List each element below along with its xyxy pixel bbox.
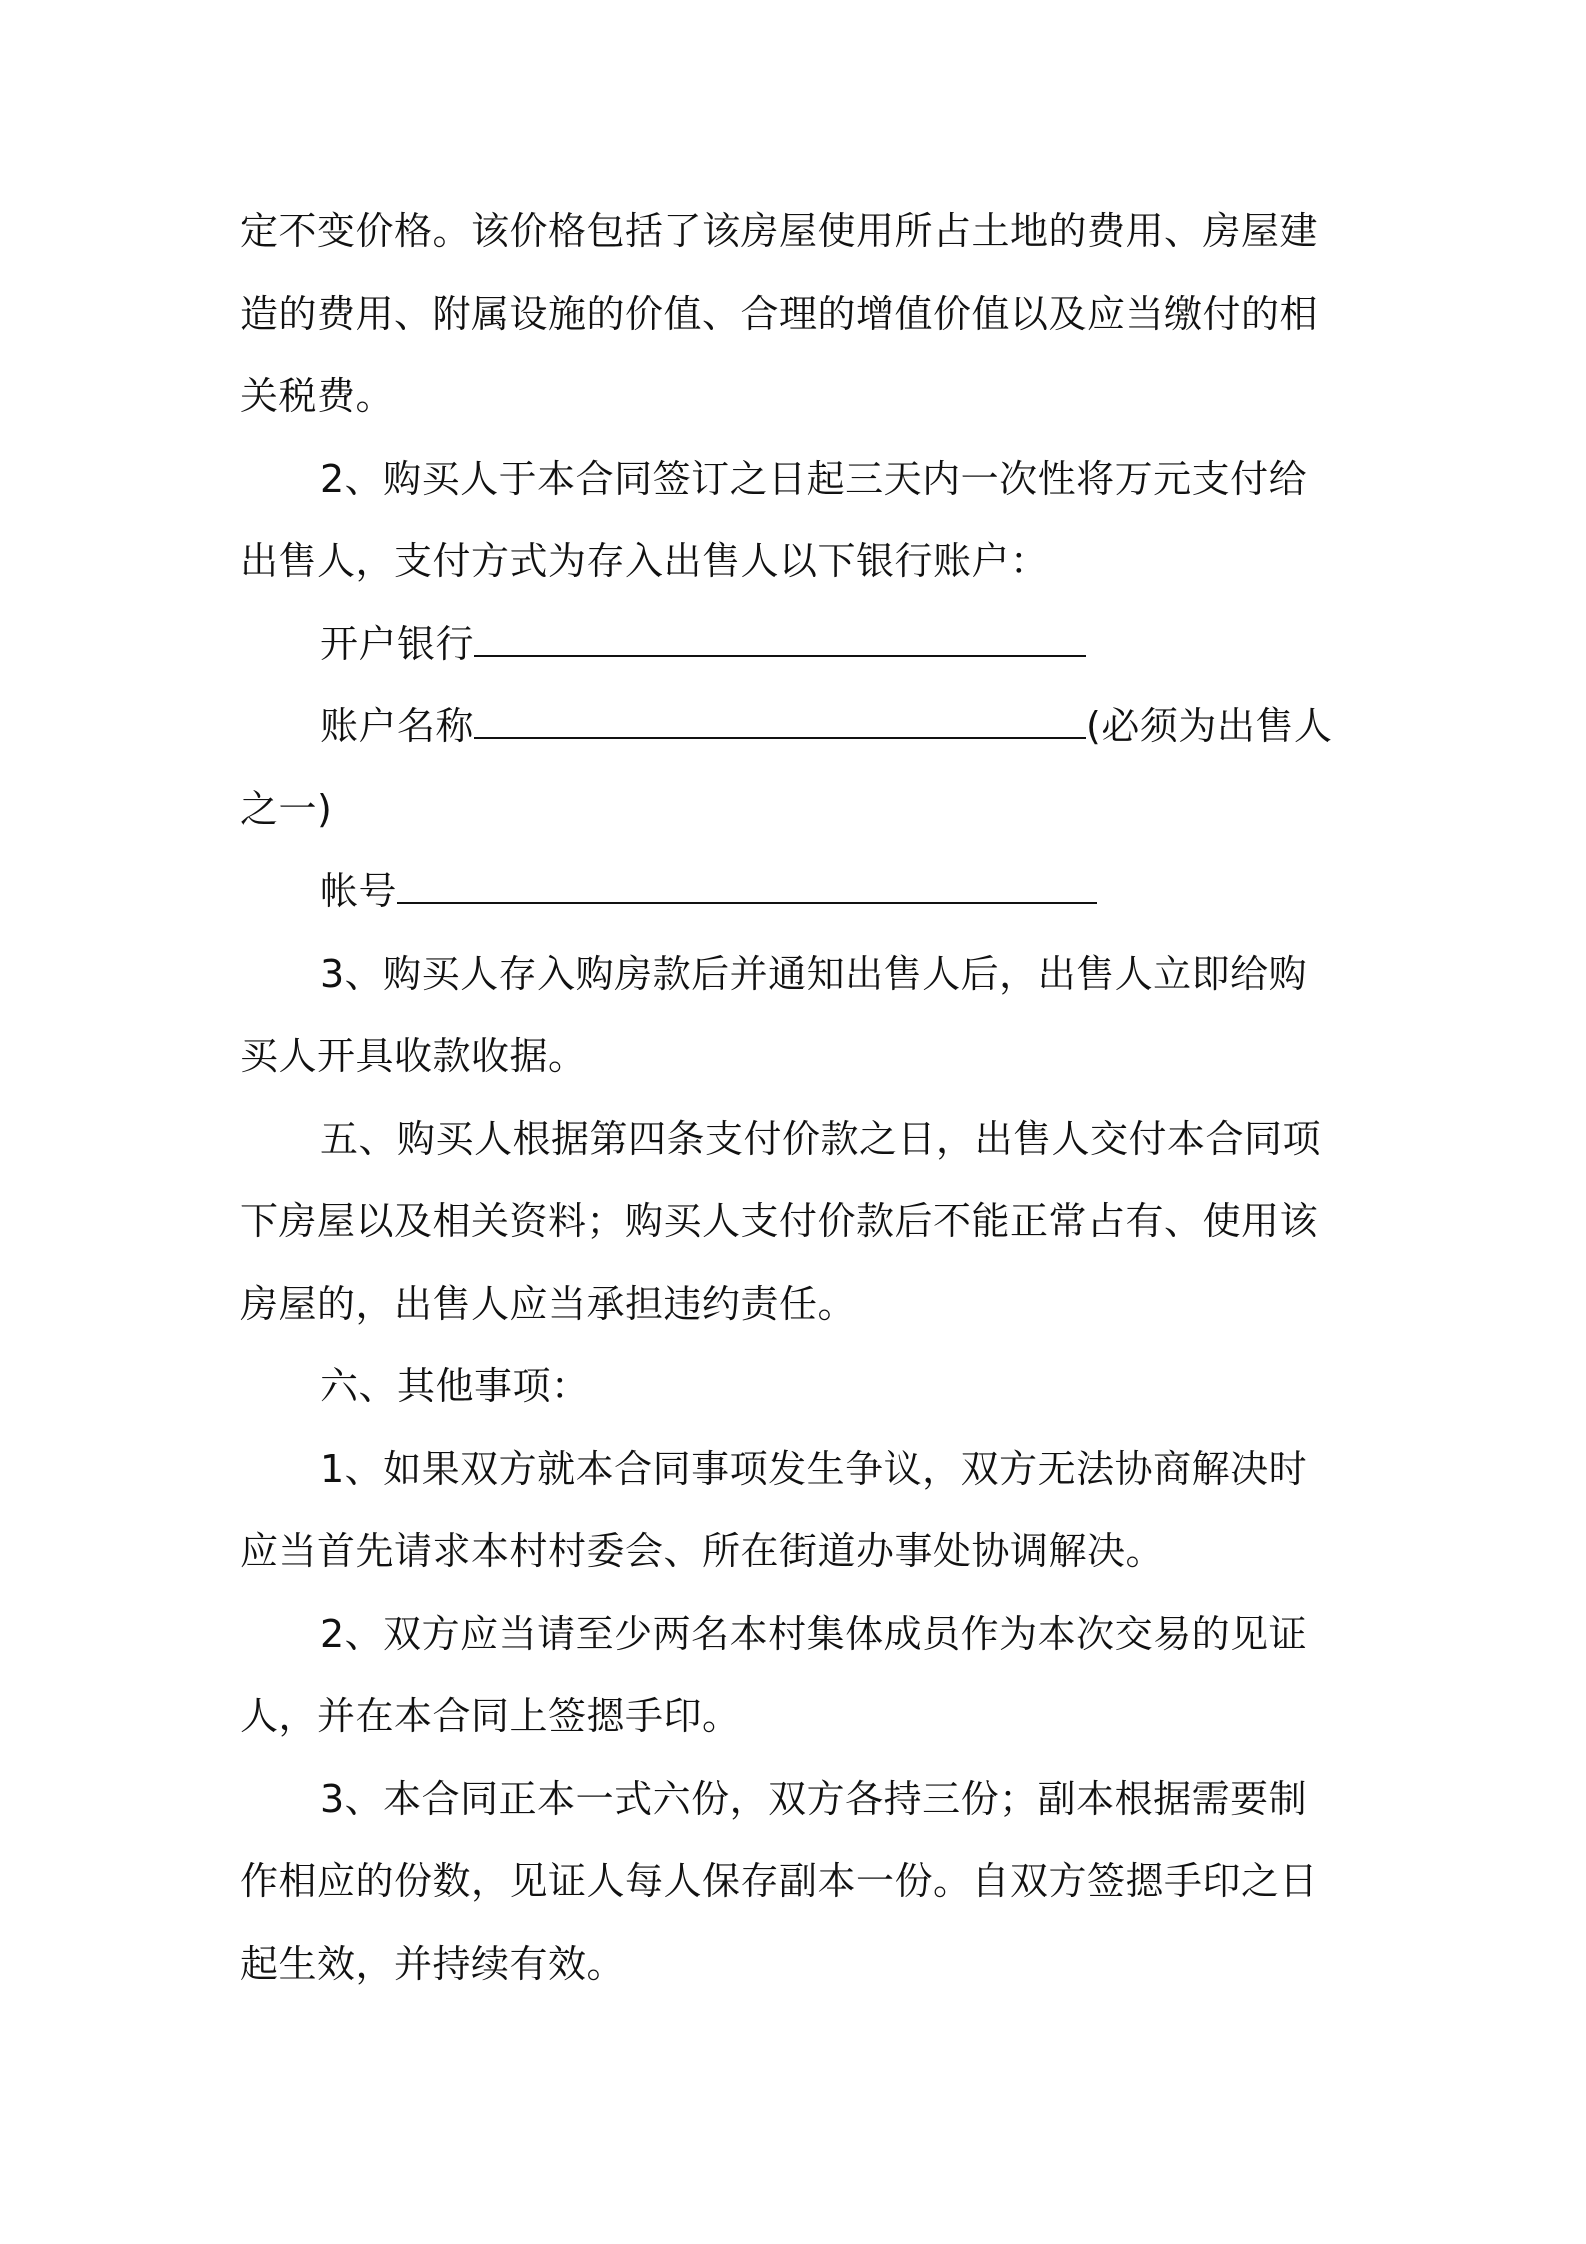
account-name-note: (必须为出售人	[1086, 704, 1333, 748]
text-line: 出售人，支付方式为存入出售人以下银行账户：	[240, 539, 1049, 583]
account-number-row	[240, 850, 1360, 933]
text-line: 作相应的份数，见证人每人保存副本一份。自双方签摁手印之日	[240, 1859, 1319, 1903]
account-name-blank	[474, 707, 1086, 739]
text-line: 2、购买人于本合同签订之日起三天内一次性将万元支付给	[320, 456, 1308, 501]
bank-field-row	[240, 603, 1360, 686]
text-line: 关税费。	[240, 374, 395, 418]
text-line: 房屋的，出售人应当承担违约责任。	[240, 1281, 857, 1326]
text-line: 2、双方应当请至少两名本村集体成员作为本次交易的见证	[320, 1611, 1308, 1656]
bank-label: 开户银行	[320, 621, 475, 666]
account-name-label: 账户名称	[320, 704, 475, 748]
text-line: 1、如果双方就本合同事项发生争议，双方无法协商解决时	[320, 1446, 1308, 1491]
document-page	[240, 190, 1360, 2090]
account-number-blank	[397, 872, 1097, 904]
account-number-label: 帐号	[320, 869, 398, 913]
text-line: 应当首先请求本村村委会、所在街道办事处协调解决。	[240, 1529, 1165, 1573]
text-line: 人，并在本合同上签摁手印。	[240, 1694, 741, 1738]
text-line: 造的费用、附属设施的价值、合理的增值价值以及应当缴付的相	[240, 291, 1319, 336]
text-line: 五、购买人根据第四条支付价款之日，出售人交付本合同项	[320, 1116, 1322, 1161]
section-heading: 六、其他事项：	[320, 1364, 590, 1408]
account-name-row	[240, 685, 1360, 768]
text-line: 之一)	[240, 786, 333, 831]
bank-blank	[474, 625, 1086, 657]
text-line: 起生效，并持续有效。	[240, 1941, 626, 1986]
text-line: 下房屋以及相关资料；购买人支付价款后不能正常占有、使用该	[240, 1199, 1319, 1243]
text-line: 买人开具收款收据。	[240, 1034, 587, 1078]
text-line: 定不变价格。该价格包括了该房屋使用所占土地的费用、房屋建	[240, 209, 1319, 253]
text-line: 3、购买人存入购房款后并通知出售人后，出售人立即给购	[320, 951, 1308, 996]
text-line: 3、本合同正本一式六份，双方各持三份；副本根据需要制	[320, 1776, 1308, 1821]
